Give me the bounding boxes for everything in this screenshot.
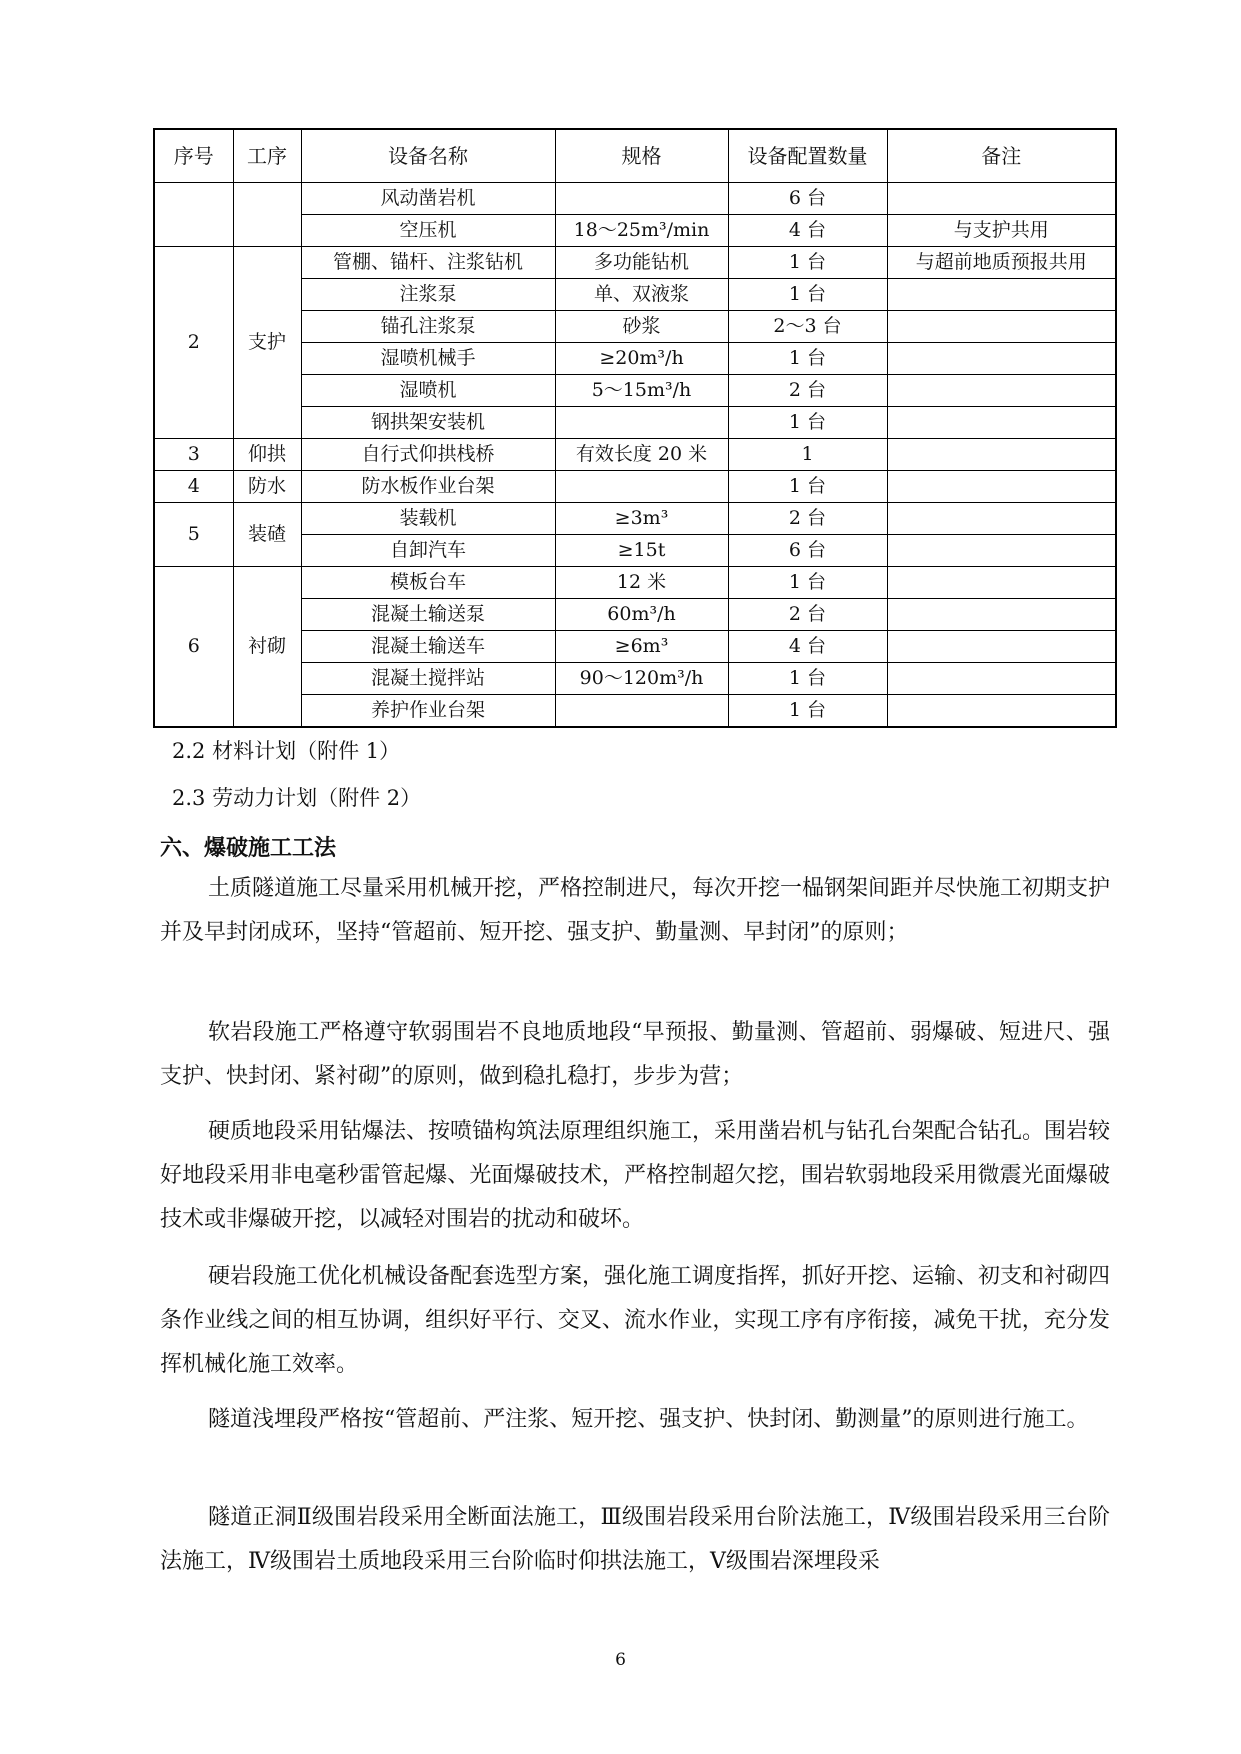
quantity-cell: 1 台 bbox=[728, 695, 887, 728]
note-cell bbox=[887, 631, 1116, 663]
note-cell bbox=[887, 599, 1116, 631]
equipment-cell: 管棚、锚杆、注浆钻机 bbox=[301, 247, 555, 279]
note-cell bbox=[887, 279, 1116, 311]
quantity-cell: 1 bbox=[728, 439, 887, 471]
quantity-cell: 1 台 bbox=[728, 407, 887, 439]
spec-cell: 多功能钻机 bbox=[555, 247, 728, 279]
quantity-cell: 4 台 bbox=[728, 215, 887, 247]
quantity-cell: 1 台 bbox=[728, 279, 887, 311]
section-heading: 六、爆破施工工法 bbox=[160, 836, 337, 861]
equipment-cell: 混凝土搅拌站 bbox=[301, 663, 555, 695]
process-cell: 仰拱 bbox=[233, 439, 301, 471]
spec-cell: 5～15m³/h bbox=[555, 375, 728, 407]
quantity-cell: 1 台 bbox=[728, 343, 887, 375]
spec-cell: ≥20m³/h bbox=[555, 343, 728, 375]
note-cell bbox=[887, 407, 1116, 439]
quantity-cell: 1 台 bbox=[728, 567, 887, 599]
paragraph: 软岩段施工严格遵守软弱围岩不良地质地段“早预报、勤量测、管超前、弱爆破、短进尺、强支护、快封闭、紧衬砌”的原则，做到稳扎稳打，步步为营； bbox=[160, 1020, 1110, 1089]
process-cell: 防水 bbox=[233, 471, 301, 503]
equipment-cell: 混凝土输送车 bbox=[301, 631, 555, 663]
quantity-cell: 1 台 bbox=[728, 247, 887, 279]
spec-cell: ≥15t bbox=[555, 535, 728, 567]
note-cell bbox=[887, 343, 1116, 375]
header-process: 工序 bbox=[233, 129, 301, 183]
quantity-cell: 2 台 bbox=[728, 503, 887, 535]
process-cell: 支护 bbox=[233, 247, 301, 439]
spec-cell: 砂浆 bbox=[555, 311, 728, 343]
quantity-cell: 2 台 bbox=[728, 375, 887, 407]
seq-cell: 2 bbox=[154, 247, 233, 439]
note-cell bbox=[887, 663, 1116, 695]
spec-cell: 有效长度 20 米 bbox=[555, 439, 728, 471]
equipment-table bbox=[153, 128, 1117, 728]
equipment-cell: 注浆泵 bbox=[301, 279, 555, 311]
seq-cell: 6 bbox=[154, 567, 233, 728]
spec-cell: 单、双液浆 bbox=[555, 279, 728, 311]
equipment-cell: 养护作业台架 bbox=[301, 695, 555, 728]
header-seq: 序号 bbox=[154, 129, 233, 183]
note-cell bbox=[887, 183, 1116, 215]
table-row bbox=[154, 439, 1116, 471]
spec-cell: 90～120m³/h bbox=[555, 663, 728, 695]
page-number: 6 bbox=[615, 1650, 626, 1670]
quantity-cell: 2～3 台 bbox=[728, 311, 887, 343]
equipment-cell: 风动凿岩机 bbox=[301, 183, 555, 215]
material-plan-item: 2.2 材料计划（附件 1） bbox=[172, 739, 401, 763]
process-cell: 衬砌 bbox=[233, 567, 301, 728]
spec-cell: 18～25m³/min bbox=[555, 215, 728, 247]
seq-cell: 5 bbox=[154, 503, 233, 567]
table-row bbox=[154, 567, 1116, 599]
quantity-cell: 2 台 bbox=[728, 599, 887, 631]
table-row bbox=[154, 247, 1116, 279]
paragraph: 硬岩段施工优化机械设备配套选型方案，强化施工调度指挥，抓好开挖、运输、初支和衬砌四条作业线之间的相互协调，组织好平行、交叉、流水作业，实现工序有序衔接，减免干扰，充分发挥机械化施工效率。 bbox=[160, 1264, 1111, 1377]
quantity-cell: 6 台 bbox=[728, 535, 887, 567]
seq-cell: 4 bbox=[154, 471, 233, 503]
note-cell bbox=[887, 535, 1116, 567]
equipment-cell: 湿喷机 bbox=[301, 375, 555, 407]
quantity-cell: 1 台 bbox=[728, 663, 887, 695]
note-cell bbox=[887, 471, 1116, 503]
spec-cell bbox=[555, 407, 728, 439]
seq-cell: 3 bbox=[154, 439, 233, 471]
paragraph: 隧道正洞Ⅱ级围岩段采用全断面法施工，Ⅲ级围岩段采用台阶法施工，Ⅳ级围岩段采用三台阶法施工，Ⅳ级围岩土质地段采用三台阶临时仰拱法施工，Ⅴ级围岩深埋段采 bbox=[160, 1505, 1110, 1574]
spec-cell: 60m³/h bbox=[555, 599, 728, 631]
spec-cell bbox=[555, 471, 728, 503]
table-row bbox=[154, 503, 1116, 535]
seq-cell bbox=[154, 183, 233, 247]
note-cell bbox=[887, 695, 1116, 728]
equipment-cell: 模板台车 bbox=[301, 567, 555, 599]
table-row bbox=[154, 471, 1116, 503]
note-cell bbox=[887, 503, 1116, 535]
equipment-cell: 湿喷机械手 bbox=[301, 343, 555, 375]
equipment-cell: 混凝土输送泵 bbox=[301, 599, 555, 631]
paragraph: 隧道浅埋段严格按“管超前、严注浆、短开挖、强支护、快封闭、勤测量”的原则进行施工。 bbox=[208, 1407, 1089, 1432]
spec-cell: ≥3m³ bbox=[555, 503, 728, 535]
equipment-cell: 装载机 bbox=[301, 503, 555, 535]
table-header-row bbox=[154, 129, 1116, 183]
equipment-cell: 自行式仰拱栈桥 bbox=[301, 439, 555, 471]
header-equipment: 设备名称 bbox=[301, 129, 555, 183]
paragraph: 土质隧道施工尽量采用机械开挖，严格控制进尺，每次开挖一榀钢架间距并尽快施工初期支护并及早封闭成环，坚持“管超前、短开挖、强支护、勤量测、早封闭”的原则； bbox=[160, 876, 1111, 945]
equipment-cell: 空压机 bbox=[301, 215, 555, 247]
spec-cell bbox=[555, 183, 728, 215]
equipment-cell: 自卸汽车 bbox=[301, 535, 555, 567]
quantity-cell: 6 台 bbox=[728, 183, 887, 215]
table-row bbox=[154, 183, 1116, 215]
labor-plan-item: 2.3 劳动力计划（附件 2） bbox=[172, 786, 422, 810]
note-cell: 与超前地质预报共用 bbox=[887, 247, 1116, 279]
note-cell bbox=[887, 439, 1116, 471]
equipment-cell: 锚孔注浆泵 bbox=[301, 311, 555, 343]
note-cell bbox=[887, 311, 1116, 343]
spec-cell bbox=[555, 695, 728, 728]
header-quantity: 设备配置数量 bbox=[728, 129, 887, 183]
note-cell bbox=[887, 567, 1116, 599]
header-spec: 规格 bbox=[555, 129, 728, 183]
process-cell bbox=[233, 183, 301, 247]
header-note: 备注 bbox=[887, 129, 1116, 183]
quantity-cell: 4 台 bbox=[728, 631, 887, 663]
equipment-cell: 防水板作业台架 bbox=[301, 471, 555, 503]
spec-cell: ≥6m³ bbox=[555, 631, 728, 663]
process-cell: 装碴 bbox=[233, 503, 301, 567]
note-cell: 与支护共用 bbox=[887, 215, 1116, 247]
paragraph: 硬质地段采用钻爆法、按喷锚构筑法原理组织施工，采用凿岩机与钻孔台架配合钻孔。围岩较好地段采用非电毫秒雷管起爆、光面爆破技术，严格控制超欠挖，围岩软弱地段采用微震光面爆破技术或非爆破开挖，以减轻对围岩的扰动和破坏。 bbox=[160, 1119, 1111, 1232]
note-cell bbox=[887, 375, 1116, 407]
quantity-cell: 1 台 bbox=[728, 471, 887, 503]
equipment-cell: 钢拱架安装机 bbox=[301, 407, 555, 439]
spec-cell: 12 米 bbox=[555, 567, 728, 599]
